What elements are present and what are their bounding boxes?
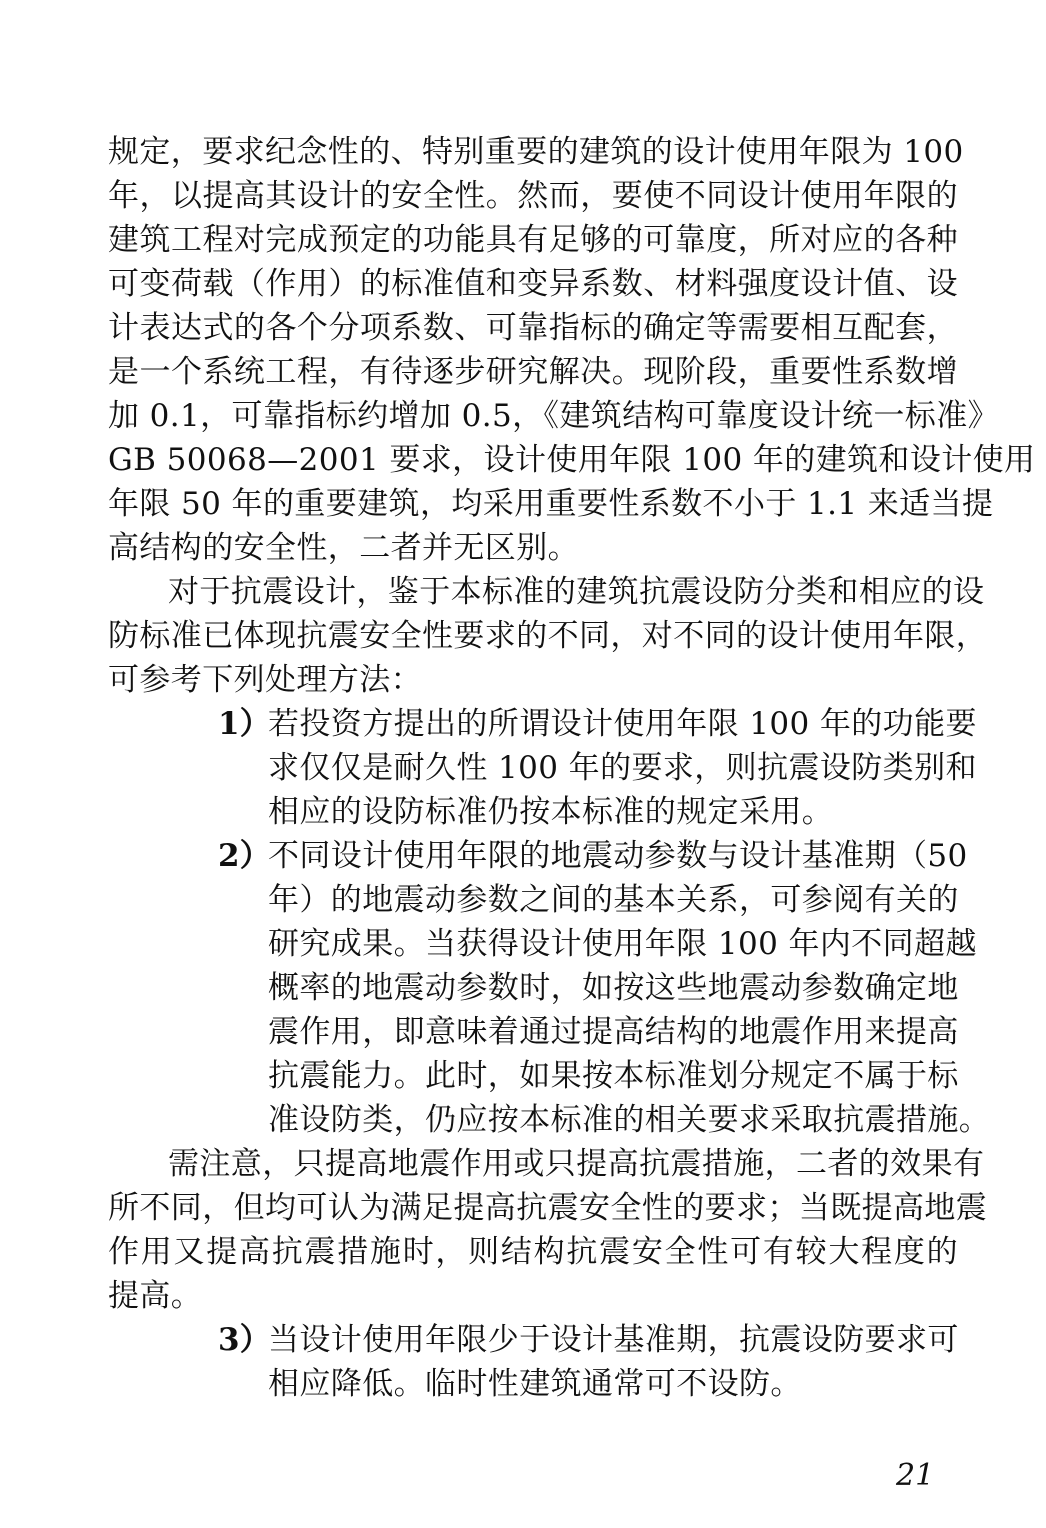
item-3-line-2: 相应降低。临时性建筑通常可不设防。 [268,1366,802,1402]
item-1-line-1: 若投资方提出的所谓设计使用年限 100 年的功能要 [268,706,977,742]
paragraph-3-line-3: 作用又提高抗震措施时，则结构抗震安全性可有较大程度的 [108,1234,958,1270]
paragraph-1-line-9: 年限 50 年的重要建筑，均采用重要性系数不小于 1.1 来适当提 [108,486,994,522]
paragraph-1-line-3: 建筑工程对完成预定的功能具有足够的可靠度，所对应的各种 [108,222,958,258]
paragraph-1-line-5: 计表达式的各个分项系数、可靠指标的确定等需要相互配套， [108,310,958,346]
page-number: 21 [896,1458,935,1493]
item-2-line-2: 年）的地震动参数之间的基本关系，可参阅有关的 [268,882,959,918]
paragraph-3-line-2: 所不同，但均可认为满足提高抗震安全性的要求；当既提高地震 [108,1190,988,1226]
paragraph-2-line-3: 可参考下列处理方法： [108,662,422,698]
item-2-line-4: 概率的地震动参数时，如按这些地震动参数确定地 [268,970,959,1006]
paragraph-1-line-7: 加 0.1，可靠指标约增加 0.5，《建筑结构可靠度设计统一标准》 [108,398,1000,434]
paragraph-1-line-1: 规定，要求纪念性的、特别重要的建筑的设计使用年限为 100 [108,134,964,170]
item-2-line-6: 抗震能力。此时，如果按本标准划分规定不属于标 [268,1058,959,1094]
item-1-line-3: 相应的设防标准仍按本标准的规定采用。 [268,794,834,830]
item-2-line-7: 准设防类，仍应按本标准的相关要求采取抗震措施。 [268,1102,991,1138]
item-1-number: 1） [218,706,271,742]
paragraph-2-line-2: 防标准已体现抗震安全性要求的不同，对不同的设计使用年限， [108,618,988,654]
paragraph-3-line-4: 提高。 [108,1278,203,1314]
item-2-line-3: 研究成果。当获得设计使用年限 100 年内不同超越 [268,926,977,962]
item-2-line-1: 不同设计使用年限的地震动参数与设计基准期（50 [268,838,968,874]
item-2-number: 2） [218,838,271,874]
paragraph-1-line-10: 高结构的安全性，二者并无区别。 [108,530,579,566]
item-1-line-2: 求仅仅是耐久性 100 年的要求，则抗震设防类别和 [268,750,977,786]
paragraph-2-line-1: 对于抗震设计，鉴于本标准的建筑抗震设防分类和相应的设 [168,574,985,610]
paragraph-1-line-6: 是一个系统工程，有待逐步研究解决。现阶段，重要性系数增 [108,354,958,390]
paragraph-1-line-2: 年，以提高其设计的安全性。然而，要使不同设计使用年限的 [108,178,958,214]
paragraph-1-line-8: GB 50068—2001 要求，设计使用年限 100 年的建筑和设计使用 [108,442,1036,478]
item-3-number: 3） [218,1322,271,1358]
paragraph-1-line-4: 可变荷载（作用）的标准值和变异系数、材料强度设计值、设 [108,266,958,302]
item-2-line-5: 震作用，即意味着通过提高结构的地震作用来提高 [268,1014,959,1050]
paragraph-3-line-1: 需注意，只提高地震作用或只提高抗震措施，二者的效果有 [168,1146,985,1182]
item-3-line-1: 当设计使用年限少于设计基准期，抗震设防要求可 [268,1322,959,1358]
